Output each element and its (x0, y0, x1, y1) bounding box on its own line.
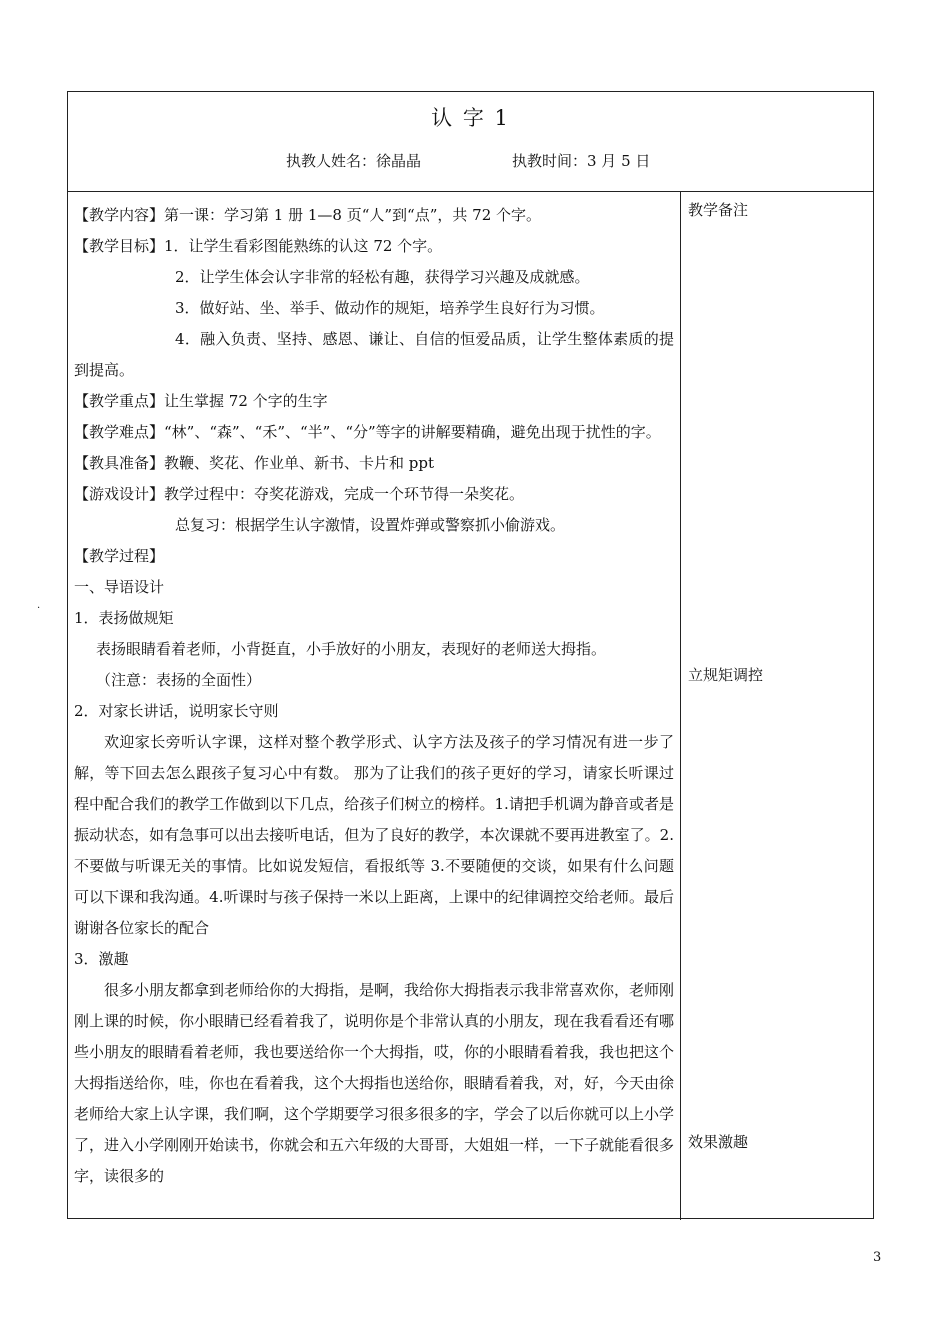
section-heading: 一、导语设计 (74, 578, 165, 596)
step-heading-3: 3．激趣 (74, 950, 129, 968)
game-design: 【游戏设计】教学过程中：夺奖花游戏，完成一个环节得一朵奖花。 (74, 485, 525, 503)
teaching-date: 执教时间：3 月 5 日 (512, 152, 651, 170)
teaching-process-heading: 【教学过程】 (74, 547, 165, 565)
step-1-text: 表扬眼睛看着老师，小背挺直，小手放好的小朋友，表现好的老师送大拇指。 (96, 640, 607, 658)
lesson-title: 认 字 1 (431, 106, 510, 130)
teaching-content: 【教学内容】第一课：学习第 1 册 1—8 页“人”到“点”，共 72 个字。 (74, 206, 542, 224)
table-header (68, 92, 873, 192)
teaching-difficulty: 【教学难点】“林”、“森”、“禾”、“半”、“分”等字的讲解要精确，避免出现于扰性的字。 (74, 423, 661, 441)
teacher-name: 执教人姓名：徐晶晶 (286, 152, 422, 170)
note-interest: 效果激趣 (688, 1133, 749, 1151)
step-heading-1: 1．表扬做规矩 (74, 609, 174, 627)
lesson-plan-table (67, 91, 874, 1219)
stray-mark: . (37, 600, 41, 611)
step-heading-2: 2．对家长讲话，说明家长守则 (74, 702, 279, 720)
objective-item-4: 4．融入负责、坚持、感恩、谦让、自信的恒爱品质，让学生整体素质的提到提高。 (74, 330, 674, 379)
step-3-text: 很多小朋友都拿到老师给你的大拇指，是啊，我给你大拇指表示我非常喜欢你，老师刚刚上课的时候，你小眼睛已经看着我了，说明你是个非常认真的小朋友，现在我看看还有哪些小朋友的眼睛看着老师，我也要送给你一个大拇指，哎，你的小眼睛看着我，我也把这个大拇指送给你，哇，你也在看着我，这个大拇指也送给你，眼睛看着我，对，好，今天由徐老师给大家上认字课，我们啊，这个学期要学习很多很多的字，学会了以后你就可以上小学了，进入小学刚刚开始读书，你就会和五六年级的大哥哥，大姐姐一样，一下子就能看很多字，读很多的 (74, 981, 675, 1185)
game-design-review: 总复习：根据学生认字激情，设置炸弹或警察抓小偷游戏。 (175, 516, 566, 534)
page-number: 3 (873, 1250, 882, 1265)
teaching-objective: 【教学目标】1．让学生看彩图能熟练的认这 72 个字。 (74, 237, 443, 255)
teaching-aids: 【教具准备】教鞭、奖花、作业单、新书、卡片和 ppt (74, 454, 435, 472)
notes-heading: 教学备注 (688, 201, 749, 219)
column-divider (680, 192, 681, 1220)
objective-item-3: 3．做好站、坐、举手、做动作的规矩，培养学生良好行为习惯。 (175, 299, 605, 317)
note-discipline: 立规矩调控 (688, 666, 764, 684)
objective-item-2: 2．让学生体会认字非常的轻松有趣，获得学习兴趣及成就感。 (175, 268, 590, 286)
lesson-content (74, 200, 674, 1192)
step-2-text: 欢迎家长旁听认字课，这样对整个教学形式、认字方法及孩子的学习情况有进一步了解，等下回去怎么跟孩子复习心中有数。 那为了让我们的孩子更好的学习，请家长听课过程中配合我们的教学工作做到以下几点，给孩子们树立的榜样。1.请把手机调为静音或者是振动状态，如有急事可以出去接听电话，但为了良好的教学，本次课就不要再进教室了。2.不要做与听课无关的事情。比如说发短信，看报纸等 3.不要随便的交谈，如果有什么问题可以下课和我沟通。4.听课时与孩子保持一米以上距离，上课中的纪律调控交给老师。最后谢谢各位家长的配合 (74, 733, 674, 937)
teaching-focus: 【教学重点】让生掌握 72 个字的生字 (74, 392, 328, 410)
step-1-note: （注意：表扬的全面性） (96, 671, 262, 689)
